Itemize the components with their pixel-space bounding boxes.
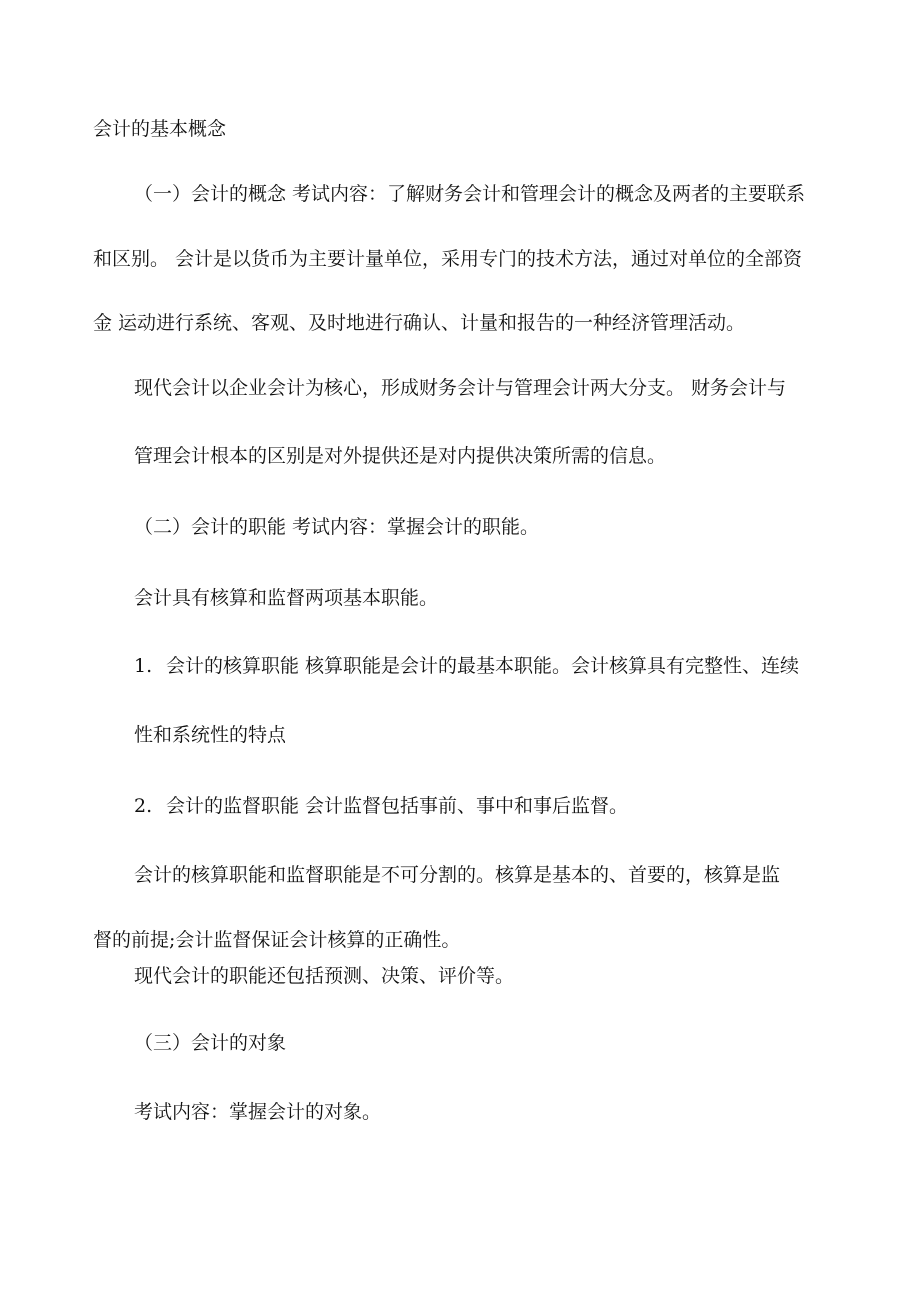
paragraph-2-line-2: 管理会计根本的区别是对外提供还是对内提供决策所需的信息。: [134, 445, 667, 467]
list-item-1-text: 会计的核算职能 核算职能是会计的最基本职能。会计核算具有完整性、连续: [166, 655, 800, 677]
paragraph-3: 会计具有核算和监督两项基本职能。: [134, 587, 439, 609]
list-item-1-line-1: [134, 654, 799, 678]
paragraph-4-line-2: 督的前提;会计监督保证会计核算的正确性。: [93, 929, 461, 951]
section-1-line-2: 和区别。 会计是以货币为主要计量单位，采用专门的技术方法，通过对单位的全部资: [93, 248, 803, 270]
section-1-line-1: （一）会计的概念 考试内容：了解财务会计和管理会计的概念及两者的主要联系: [134, 183, 806, 205]
section-2-heading: （二）会计的职能 考试内容：掌握会计的职能。: [134, 516, 540, 538]
list-item-1-number: 1.: [134, 655, 153, 677]
paragraph-6: 考试内容：掌握会计的对象。: [134, 1101, 382, 1123]
document-title: 会计的基本概念: [93, 118, 227, 140]
section-1-line-3: 金 运动进行系统、客观、及时地进行确认、计量和报告的一种经济管理活动。: [93, 312, 746, 334]
list-item-1-line-2: 性和系统性的特点: [134, 724, 287, 746]
section-3-heading: （三）会计的对象: [134, 1032, 287, 1054]
list-item-2-line-1: [134, 794, 628, 818]
paragraph-4-line-1: 会计的核算职能和监督职能是不可分割的。核算是基本的、首要的，核算是监: [134, 864, 781, 886]
list-item-2-number: 2.: [134, 795, 153, 817]
list-item-2-text: 会计的监督职能 会计监督包括事前、事中和事后监督。: [166, 795, 629, 817]
paragraph-2-line-1: 现代会计以企业会计为核心，形成财务会计与管理会计两大分支。 财务会计与: [134, 377, 787, 399]
paragraph-5: 现代会计的职能还包括预测、决策、评价等。: [134, 965, 515, 987]
